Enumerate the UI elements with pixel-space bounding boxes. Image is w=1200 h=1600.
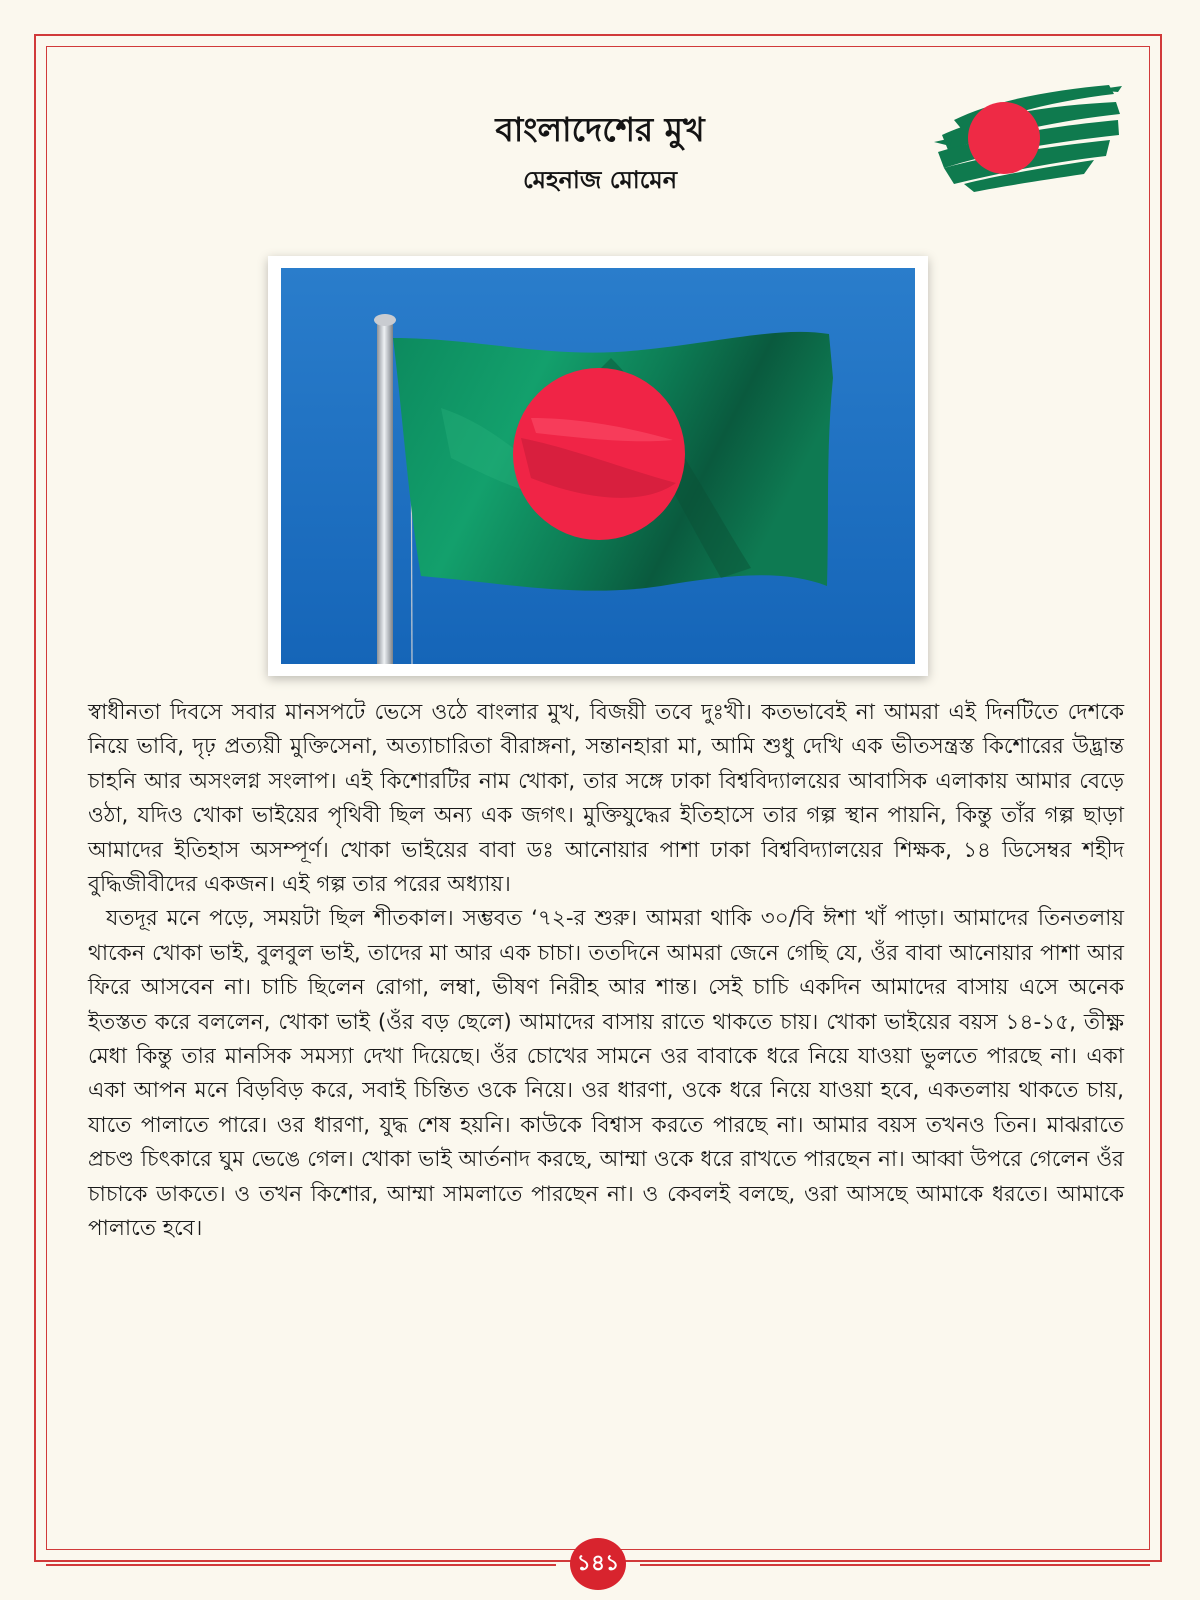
footer-rule-left	[46, 1564, 556, 1566]
article-title: বাংলাদেশের মুখ	[495, 110, 705, 149]
bangladesh-flag-photo	[281, 268, 915, 664]
footer-rule-right	[640, 1564, 1150, 1566]
body-paragraph: স্বাধীনতা দিবসে সবার মানসপটে ভেসে ওঠে বাংলার মুখ, বিজয়ী তবে দুঃখী। কতভাবেই না আমরা এই দিনটিতে দেশকে নিয়ে ভাবি, দৃঢ় প্রত্যয়ী মুক্তিসেনা, অত্যাচারিতা বীরাঙ্গনা, সন্তানহারা মা, আমি শুধু দেখি এক ভীতসন্ত্রস্ত কিশোরের উদ্ভ্রান্ত চাহনি আর অসংলগ্ন সংলাপ। এই কিশোরটির নাম খোকা, তার সঙ্গে ঢাকা বিশ্ববিদ্যালয়ের আবাসিক এলাকায় আমার বেড়ে ওঠা, যদিও খোকা ভাইয়ের পৃথিবী ছিল অন্য এক জগৎ। মুক্তিযুদ্ধের ইতিহাসে তার গল্প স্থান পায়নি, কিন্তু তাঁর গল্প ছাড়া আমাদের ইতিহাস অসম্পূর্ণ। খোকা ভাইয়ের বাবা ডঃ আনোয়ার পাশা ঢাকা বিশ্ববিদ্যালয়ের শিক্ষক, ১৪ ডিসেম্বর শহীদ বুদ্ধিজীবীদের একজন। এই গল্প তার পরের অধ্যায়।	[88, 700, 1124, 898]
article-body	[88, 696, 1124, 1247]
flag-red-disc	[968, 102, 1040, 174]
flag-pole	[377, 320, 393, 664]
flag-photo-frame	[268, 256, 928, 676]
article-author: মেহনাজ মোমেন	[522, 166, 678, 194]
page-number: ১৪১	[570, 1538, 626, 1590]
bangladesh-flag-brush-icon	[934, 80, 1124, 195]
body-paragraph: যতদূর মনে পড়ে, সময়টা ছিল শীতকাল। সম্ভবত ‘৭২-র শুরু। আমরা থাকি ৩০/বি ঈশা খাঁ পাড়া। আমাদের তিনতলায় থাকেন খোকা ভাই, বুলবুল ভাই, তাদের মা আর এক চাচা। ততদিনে আমরা জেনে গেছি যে, ওঁর বাবা আনোয়ার পাশা আর ফিরে আসবেন না। চাচি ছিলেন রোগা, লম্বা, ভীষণ নিরীহ আর শান্ত। সেই চাচি একদিন আমাদের বাসায় এসে অনেক ইতস্তত করে বললেন, খোকা ভাই (ওঁর বড় ছেলে) আমাদের বাসায় রাতে থাকতে চায়। খোকা ভাইয়ের বয়স ১৪-১৫, তীক্ষ্ণ মেধা কিন্তু তার মানসিক সমস্যা দেখা দিয়েছে। ওঁর চোখের সামনে ওর বাবাকে ধরে নিয়ে যাওয়া ভুলতে পারছে না। একা একা আপন মনে বিড়বিড় করে, সবাই চিন্তিত ওকে নিয়ে। ওর ধারণা, ওকে ধরে নিয়ে যাওয়া হবে, একতলায় থাকতে চায়, যাতে পালাতে পারে। ওর ধারণা, যুদ্ধ শেষ হয়নি। কাউকে বিশ্বাস করতে পারছে না। আমার বয়স তখনও তিন। মাঝরাতে প্রচণ্ড চিৎকারে ঘুম ভেঙে গেল। খোকা ভাই আর্তনাদ করছে, আম্মা ওকে ধরে রাখতে পারছেন না। আব্বা উপরে গেলেন ওঁর চাচাকে ডাকতে। ও তখন কিশোর, আম্মা সামলাতে পারছেন না। ও কেবলই বলছে, ওরা আসছে আমাকে ধরতে। আমাকে পালাতে হবে।	[88, 906, 1124, 1242]
